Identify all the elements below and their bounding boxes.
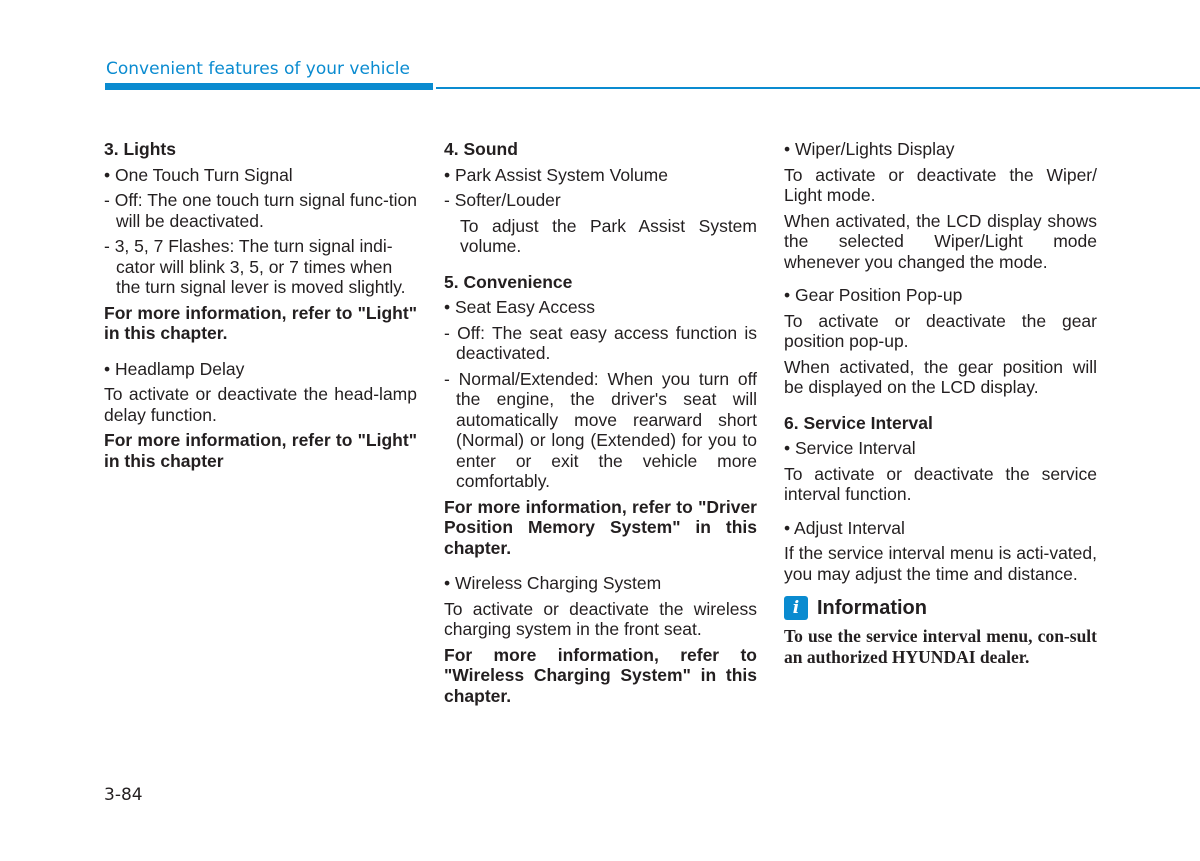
- column-2: [444, 139, 757, 711]
- gear-description-2: When activated, the gear position will be displayed on the LCD display.: [784, 356, 1097, 397]
- wireless-description: To activate or deactivate the wireless charging system in the front seat.: [444, 598, 757, 639]
- item-seat-off: - Off: The seat easy access function is deactivated.: [444, 322, 757, 363]
- information-text: To use the service interval menu, con-sult an authorized HYUNDAI dealer.: [784, 626, 1097, 667]
- bullet-seat-easy-access: • Seat Easy Access: [444, 297, 596, 317]
- bullet-park-assist-volume: • Park Assist System Volume: [444, 164, 668, 185]
- bullet-wiper-lights-display: • Wiper/Lights Display: [784, 139, 955, 159]
- information-box-header: [784, 596, 1097, 620]
- wiper-description-2: When activated, the LCD display shows the selected Wiper/Light mode whenever you changed the mode.: [784, 210, 1097, 272]
- header-rule-thick: [105, 83, 433, 90]
- section-heading-convenience: 5. Convenience: [444, 271, 573, 292]
- section-heading-lights: 3. Lights: [104, 139, 176, 159]
- column-3: [784, 139, 1097, 668]
- reference-note-wireless: For more information, refer to "Wireless Charging System" in this chapter.: [444, 644, 757, 706]
- item-softer-louder: - Softer/Louder: [444, 190, 561, 210]
- reference-note-light: For more information, refer to "Light" in this chapter.: [104, 302, 417, 343]
- adjust-description: If the service interval menu is acti-vated, you may adjust the time and distance.: [784, 543, 1097, 584]
- bullet-service-interval: • Service Interval: [784, 438, 916, 458]
- bullet-wireless-charging: • Wireless Charging System: [444, 573, 662, 593]
- softer-description: To adjust the Park Assist System volume.: [460, 215, 757, 256]
- service-description: To activate or deactivate the service interval function.: [784, 463, 1097, 504]
- page-number: 3-84: [104, 785, 143, 805]
- column-1: [104, 139, 417, 476]
- headlamp-description: To activate or deactivate the head-lamp delay function.: [104, 384, 417, 425]
- wiper-description-1: To activate or deactivate the Wiper/ Light mode.: [784, 164, 1097, 205]
- bullet-one-touch-turn-signal: • One Touch Turn Signal: [104, 164, 293, 185]
- section-heading-sound: 4. Sound: [444, 139, 518, 159]
- chapter-title: Convenient features of your vehicle: [106, 59, 410, 79]
- bullet-gear-position-popup: • Gear Position Pop-up: [784, 285, 963, 305]
- section-heading-service-interval: 6. Service Interval: [784, 412, 933, 433]
- reference-note-driver-position: For more information, refer to "Driver Position Memory System" in this chapter.: [444, 496, 757, 558]
- information-title: Information: [817, 596, 927, 619]
- info-icon: i: [784, 596, 808, 620]
- gear-description-1: To activate or deactivate the gear position pop-up.: [784, 310, 1097, 351]
- bullet-adjust-interval: • Adjust Interval: [784, 517, 905, 538]
- item-flashes: - 3, 5, 7 Flashes: The turn signal indi-cator will blink 3, 5, or 7 times when the turn signal lever is moved slightly.: [104, 236, 406, 297]
- item-off: - Off: The one touch turn signal func-tion will be deactivated.: [104, 190, 417, 231]
- header-rule-thin: [436, 87, 1200, 89]
- bullet-headlamp-delay: • Headlamp Delay: [104, 358, 245, 379]
- reference-note-light-2: For more information, refer to "Light" in this chapter: [104, 430, 417, 471]
- item-seat-normal-extended: - Normal/Extended: When you turn off the engine, the driver's seat will automatically move rearward short (Normal) or long (Extended) for you to enter or exit the vehicle more comfortably.: [444, 368, 757, 491]
